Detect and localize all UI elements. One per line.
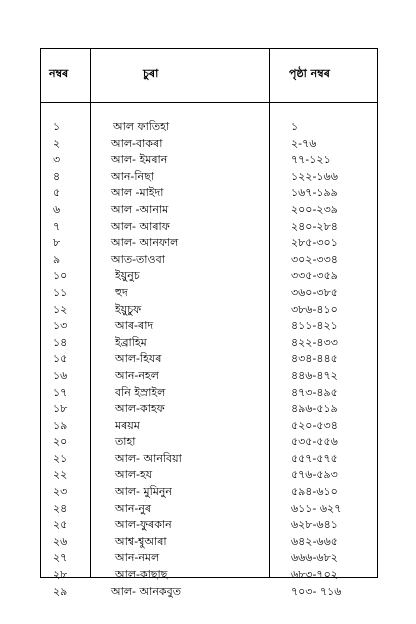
sura-number: ৩ [53, 153, 61, 167]
table-row [41, 136, 377, 153]
page-range: ৪৯৬-৫১৯ [291, 402, 338, 416]
sura-name: আল- আনবিয়া [115, 451, 182, 465]
sura-number: ২৭ [53, 551, 68, 565]
sura-number: ১৪ [53, 335, 68, 349]
sura-number: ৮ [53, 236, 61, 250]
page-range: ৭০৩- ৭১৬ [291, 584, 342, 598]
sura-number: ৬ [53, 202, 61, 216]
page-range: ৩৩৫-৩৫৯ [291, 269, 338, 283]
page-range: ৪৭৩-৪৯৫ [291, 385, 338, 399]
sura-number: ২ [53, 136, 61, 150]
sura-name: আল ফাতিহা [113, 120, 170, 133]
page-range: ২৪০-২৮৪ [291, 219, 338, 233]
table-body [41, 119, 377, 600]
sura-name: আল-ফুৰকান [115, 518, 172, 532]
sura-number: ৯ [53, 252, 61, 266]
sura-name: আন-নহল [115, 368, 159, 382]
header-divider [41, 102, 377, 103]
table-row [41, 219, 377, 236]
table-row [41, 550, 377, 567]
table-row [41, 434, 377, 451]
page-range: ৭৭-১২১ [291, 153, 331, 167]
sura-name: মৰয়ম [115, 418, 140, 432]
sura-name: ইয়ুচুফ [115, 302, 142, 316]
sura-name: হুদ [115, 285, 128, 299]
sura-name: আন-নমল [115, 551, 160, 565]
sura-name: আল- মুমিনুন [115, 485, 172, 499]
page-range: ৪৪৬-৪৭২ [291, 368, 338, 382]
page-range: ৫৯৪-৬১০ [291, 485, 338, 499]
page-range: ১৬৭-১৯৯ [291, 186, 338, 200]
sura-number: ১৩ [53, 319, 68, 333]
table-row [41, 351, 377, 368]
sura-number: ১৮ [53, 402, 68, 416]
table-row [41, 584, 377, 601]
sura-number: ১৫ [53, 352, 68, 366]
table-row [41, 252, 377, 269]
table-row [41, 202, 377, 219]
page-range: ২-৭৬ [291, 136, 317, 150]
sura-name: আল-কাছাছ [115, 568, 168, 582]
sura-number: ১২ [53, 302, 68, 316]
page-range: ১২২-১৬৬ [291, 169, 338, 183]
sura-name: বনি ইস্ৰাইল [115, 385, 166, 399]
sura-name: আৰ-ৰাদ [115, 319, 154, 333]
sura-name: আল-বাকৰা [111, 136, 163, 150]
page-range: ৪৩৪-৪৪৫ [291, 352, 338, 366]
table-row [41, 418, 377, 435]
sura-number: ১ [53, 120, 61, 133]
sura-number: ৫ [53, 186, 61, 200]
page-range: ৬১১- ৬২৭ [291, 501, 342, 515]
sura-number: ১৯ [53, 418, 68, 432]
page-range: ৬৬৬-৬৮২ [291, 551, 338, 565]
page-range: ২৮৫-৩০১ [291, 236, 338, 250]
header-sura: চুৰা [143, 67, 159, 80]
sura-number: ২৩ [53, 485, 68, 499]
table-row [41, 385, 377, 402]
sura-number: ২২ [53, 468, 68, 482]
sura-number: ২০ [53, 435, 68, 449]
page-range: ৫২০-৫৩৪ [291, 418, 338, 432]
sura-number: ৭ [53, 219, 61, 233]
sura-name: আল- আনফাল [111, 236, 179, 250]
sura-name: ইব্ৰাহিম [115, 335, 147, 349]
page-range: ৩৮৬-৪১০ [291, 302, 338, 316]
table-row [41, 285, 377, 302]
table-row [41, 268, 377, 285]
table-row [41, 318, 377, 335]
page-range: ৫৭৬-৫৯৩ [291, 468, 338, 482]
sura-name: আশ্ব-শ্বুআৰা [115, 534, 167, 548]
sura-number: ১১ [53, 285, 68, 299]
table-row [41, 169, 377, 186]
table-row [41, 152, 377, 169]
sura-name: আল- আনকবুত [111, 584, 181, 598]
sura-number: ২৫ [53, 518, 68, 532]
sura-number: ২১ [53, 451, 68, 465]
header-number: নম্বৰ [49, 67, 69, 80]
sura-number: ২৪ [53, 501, 68, 515]
table-row [41, 484, 377, 501]
sura-number: ২৬ [53, 534, 68, 548]
sura-number: ১৭ [53, 385, 68, 399]
table-row [41, 119, 377, 136]
sura-number: ১০ [53, 269, 68, 283]
sura-name: ইয়ুনুচ [115, 269, 140, 283]
sura-name: আল -মাইদা [111, 186, 164, 200]
page-range: ৬২৮-৬৪১ [291, 518, 338, 532]
table-row [41, 534, 377, 551]
sura-name: আত-তাওবা [111, 252, 165, 266]
index-table [40, 48, 378, 598]
sura-name: আল -আনাম [111, 202, 169, 216]
table-row [41, 368, 377, 385]
page-range: ২০০-২৩৯ [291, 202, 338, 216]
page-range: ৬৪২-৬৬৫ [291, 534, 338, 548]
table-row [41, 467, 377, 484]
sura-name: আন-নিছা [111, 169, 154, 183]
sura-name: আল-হয [115, 468, 153, 482]
table-row [41, 501, 377, 518]
table-row [41, 185, 377, 202]
sura-name: আল-কাহফ [115, 402, 165, 416]
sura-name: আল- আৰাফ [111, 219, 170, 233]
table-row [41, 302, 377, 319]
table-row [41, 451, 377, 468]
page-range: ৫৫৭-৫৭৫ [291, 451, 338, 465]
table-row [41, 517, 377, 534]
page-range: ৪২২-৪৩৩ [291, 335, 338, 349]
table-row [41, 401, 377, 418]
page-range: ৪১১-৪২১ [291, 319, 338, 333]
sura-number: ৪ [53, 169, 61, 183]
page-range: ৩৬০-৩৮৫ [291, 285, 338, 299]
sura-name: আল- ইমৰান [111, 153, 168, 167]
page-range: ৩০২-৩৩৪ [291, 252, 338, 266]
sura-name: তাহা [115, 435, 136, 449]
sura-number: ২৮ [53, 568, 68, 582]
table-row [41, 235, 377, 252]
page-range: ১ [291, 120, 299, 133]
sura-number: ২৯ [53, 584, 68, 598]
sura-name: আল-হিযৰ [115, 352, 162, 366]
table-row [41, 567, 377, 584]
table-row [41, 335, 377, 352]
sura-name: আন-নুৰ [115, 501, 152, 515]
sura-number: ১৬ [53, 368, 68, 382]
page-range: ৫৩৫-৫৫৬ [291, 435, 338, 449]
page-range: ৬৮৩-৭০২ [291, 568, 338, 582]
header-page-number: পৃষ্ঠা নম্বৰ [289, 67, 330, 80]
